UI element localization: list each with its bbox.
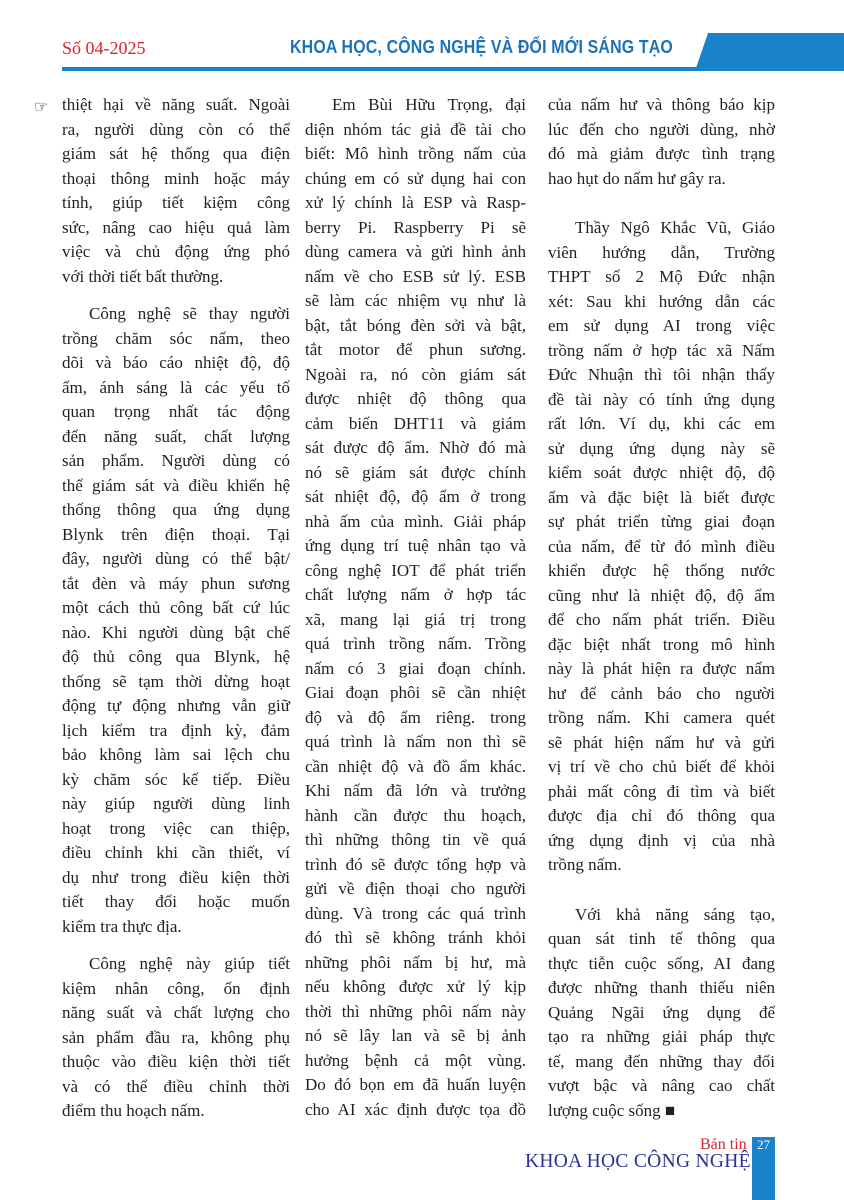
text-line: được địa chỉ đó thông qua [548,806,775,825]
text-line: dùng. Và trong các quá trình [305,903,526,923]
text-line: Công nghệ này giúp tiết [89,954,290,973]
text-line: Công nghệ sẽ thay người [89,304,290,323]
text-line: kiệm nhân công, ổn định [62,978,290,998]
text-line: berry Pi. Raspberry Pi sẽ [305,217,526,237]
text-line: trồng nấm ở hợp tác xã Nấm [548,340,775,360]
text-line: tính, giúp tiết kiệm công [62,193,290,212]
text-line: Giai đoạn phôi sẽ cần nhiệt [305,683,526,702]
text-line: đặc biệt nhất trong mô hình [548,634,775,654]
text-line: động tự động nhưng vẫn giữ [62,696,290,715]
text-line: kiểm tra thực địa. [62,916,182,936]
text-line: hưởng bệnh cả một vùng. [305,1050,526,1070]
text-line: lúc đến cho người dùng, nhờ [548,119,775,139]
article-column-1 [62,93,290,1124]
text-line: gửi về điện thoại cho người [305,879,526,898]
text-line: sát được độ ẩm. Nhờ đó mà [305,438,526,457]
text-line: chúng em có sử dụng hai con [305,168,526,188]
paragraph [548,93,775,191]
text-line: nào. Khi người dùng bật chế [62,622,290,642]
text-line: đó mà giảm được tình trạng [548,144,775,163]
text-line: được những thanh thiếu niên [548,978,775,997]
text-line: thống sẽ tạm thời dừng hoạt [62,671,290,691]
text-line: chất lượng nấm ở hợp tác [305,585,526,604]
text-line: trồng nấm. Khi camera quét [548,708,775,727]
text-line: của nấm, để từ đó mình điều [548,536,775,556]
text-line: thể giám sát và điều khiển hệ [62,475,290,495]
section-title: KHOA HỌC, CÔNG NGHỆ VÀ ĐỔI MỚI SÁNG TẠO [290,36,673,57]
text-line: được nhiệt độ thông qua [305,389,526,408]
text-line: dụ như trong điều kiện thời [62,867,290,887]
text-line: phải mất công đi tìm và biết [548,781,775,801]
text-line: nhà ấm của mình. Giải pháp [305,511,526,531]
text-line: đây, người dùng có thể bật/ [62,549,290,568]
text-line: trồng nấm. [548,855,622,874]
text-line: năng suất và chất lượng cho [62,1003,290,1022]
text-line: thời thì những phôi nấm này [305,1001,526,1021]
text-line: Em Bùi Hữu Trọng, đại [332,95,526,114]
text-line: quá trình là nấm non thì sẽ [305,732,526,751]
header-accent-band [696,33,844,68]
text-line: Với khả năng sáng tạo, [575,904,775,924]
text-line: thực tiễn cuộc sống, AI đang [548,953,775,973]
text-line: sản phẩm đầu ra, không phụ [62,1027,290,1047]
article-column-2 [305,93,526,1122]
text-line: Khi nấm đã lớn và trưởng [305,781,526,800]
text-line: xã, mang lại giá trị trong [305,609,526,629]
text-line: và có thể điều chỉnh thời [62,1076,290,1096]
text-line: sức, nâng cao hiệu quả làm [62,217,290,237]
text-line: Thầy Ngô Khắc Vũ, Giáo [575,218,775,237]
text-line: khiển được hệ thống nước [548,561,775,580]
text-line: lịch kiểm tra định kỳ, đảm [62,720,290,740]
text-line: Do đó bọn em đã huấn luyện [305,1075,526,1094]
text-line: điều chỉnh khi cần thiết, ví [62,843,290,862]
text-line: này là phát hiện ra được nấm [548,659,775,678]
text-line: giám sát hệ thống qua điện [62,144,290,163]
text-line: sẽ phát hiện nấm hư và gửi [548,732,775,752]
paragraph [62,952,290,1124]
text-line: tạo ra những giải pháp thực [548,1027,775,1046]
text-line: đến năng suất, chất lượng [62,426,290,446]
text-line: biết: Mô hình trồng nấm của [305,144,526,163]
text-line: xét: Sau khi hướng dẫn các [548,291,775,311]
text-line: Quảng Ngãi ứng dụng để [548,1002,775,1022]
text-line: thuộc vào điều kiện thời tiết [62,1052,290,1071]
text-line: dùng camera và gửi hình ảnh [305,242,526,261]
text-line: trồng chăm sóc nấm, theo [62,328,290,348]
text-line: cho AI xác định được tọa đồ [305,1099,526,1119]
text-line: tế, mang đến những thay đổi [548,1051,775,1071]
text-line: công nghệ IOT để phát triển [305,560,526,580]
text-line: hoạt trong việc can thiệp, [62,818,290,838]
header-rule [62,67,844,71]
text-line: ẩm, ánh sáng là các yếu tố [62,377,290,397]
paragraph [62,93,290,289]
text-line: cũng như là nhiệt độ, độ ẩm [548,585,775,605]
text-line: hành cần được thu hoạch, [305,805,526,825]
text-line: vị trí về cho chủ biết để khỏi [548,757,775,776]
text-line: điểm thu hoạch nấm. [62,1101,205,1120]
text-line: quá trình trồng nấm. Trồng [305,634,526,653]
text-line: tắt đèn và máy phun sương [62,573,290,593]
text-line: sát nhiệt độ, độ ẩm ở trong [305,487,526,506]
text-line: thoại thông minh hoặc máy [62,168,290,188]
text-line: độ thủ công qua Blynk, hệ [62,647,290,666]
text-line: của nấm hư và thông báo kịp [548,95,775,114]
text-line: độ và độ ẩm riêng. trong [305,707,526,727]
text-line: xử lý chính là ESP và Rasp- [305,193,526,212]
text-line: sản phẩm. Người dùng có [62,451,290,470]
text-line: Đức Nhuận thì tôi nhận thấy [548,365,775,384]
issue-number: Số 04-2025 [62,38,146,58]
text-line: hư để cảnh báo cho người [548,683,775,703]
text-line: viên hướng dẫn, Trường [548,242,775,262]
text-line: bảo không làm sai lệch chu [62,745,290,764]
text-line: thống thông qua ứng dụng [62,500,290,519]
text-line: một cách thủ công bất cứ lúc [62,598,290,617]
text-line: hao hụt do nấm hư gây ra. [548,168,726,188]
text-line: quan sát tinh tế thông qua [548,929,775,948]
page-number: 27 [757,1137,770,1152]
text-line: diện nhóm tác giả đề tài cho [305,119,526,139]
text-line: nó sẽ lây lan và sẽ bị ảnh [305,1026,526,1045]
text-line: kiểm soát được nhiệt độ, độ [548,463,775,482]
text-line: việc và chủ động ứng phó [62,242,290,261]
paragraph [305,93,526,1122]
text-line: ra, người dùng còn có thể [62,119,290,139]
text-line: cần nhiệt độ và đồ ẩm khác. [305,756,526,776]
text-line: ứng dụng trí tuệ nhân tạo và [305,536,526,555]
text-line: quan trọng nhất tác động [62,402,290,421]
text-line: Blynk trên điện thoại. Tại [62,524,290,544]
paragraph [548,903,775,1124]
text-line: nấm về cho ESB sử lý. ESB [305,266,526,286]
text-line: này giúp người dùng linh [62,794,290,813]
text-line: em sử dụng AI trong việc [548,316,775,335]
text-line: kỳ chăm sóc kế tiếp. Điều [62,769,290,789]
text-line: những phôi nấm bị hư, mà [305,952,526,972]
footer-publication-name: KHOA HỌC CÔNG NGHỆ [525,1151,751,1172]
text-line: đó thì sẽ không tránh khỏi [305,928,526,947]
text-line: ứng dụng định vị của nhà [548,830,775,850]
text-line: tiết thay đổi hoặc muốn [62,892,290,911]
text-line: THPT số 2 Mộ Đức nhận [548,267,775,286]
text-line: rất lớn. Ví dụ, khi các em [548,414,775,433]
text-line: đề tài này có tính ứng dụng [548,389,775,409]
footer-label: Bản tin [700,1136,747,1153]
text-line: để cho nấm phát triển. Điều [548,610,775,629]
text-line: trình đó sẽ được tổng hợp và [305,854,526,874]
text-line: dõi và báo cáo nhiệt độ, độ [62,353,290,372]
pointing-hand-icon: ☞ [34,99,49,116]
text-line: vượt bậc và nâng cao chất [548,1076,775,1095]
text-line: bật, tắt bóng đèn sởi và bật, [305,315,526,335]
paragraph [548,216,775,878]
text-line: sự phát triển từng giai đoạn [548,512,775,531]
text-line: lượng cuộc sống ■ [548,1100,676,1120]
text-line: thì những thông tin về quá [305,830,526,849]
text-line: cảm biến DHT11 và giám [305,413,526,433]
text-line: nếu không được xử lý kịp [305,977,526,996]
text-line: nấm có 3 giai đoạn chính. [305,658,526,678]
text-line: sử dụng ứng dụng này sẽ [548,438,775,458]
text-line: Ngoài ra, nó còn giám sát [305,364,526,384]
text-line: sẽ làm các nhiệm vụ như là [305,291,526,310]
text-line: ẩm và đặc biệt là biết được [548,487,775,507]
text-line: tắt motor để phun sương. [305,340,526,359]
text-line: thiệt hại về năng suất. Ngoài [62,95,290,114]
text-line: với thời tiết bất thường. [62,266,224,286]
article-column-3 [548,93,775,1123]
text-line: nó sẽ giám sát được chính [305,462,526,482]
paragraph [62,302,290,939]
